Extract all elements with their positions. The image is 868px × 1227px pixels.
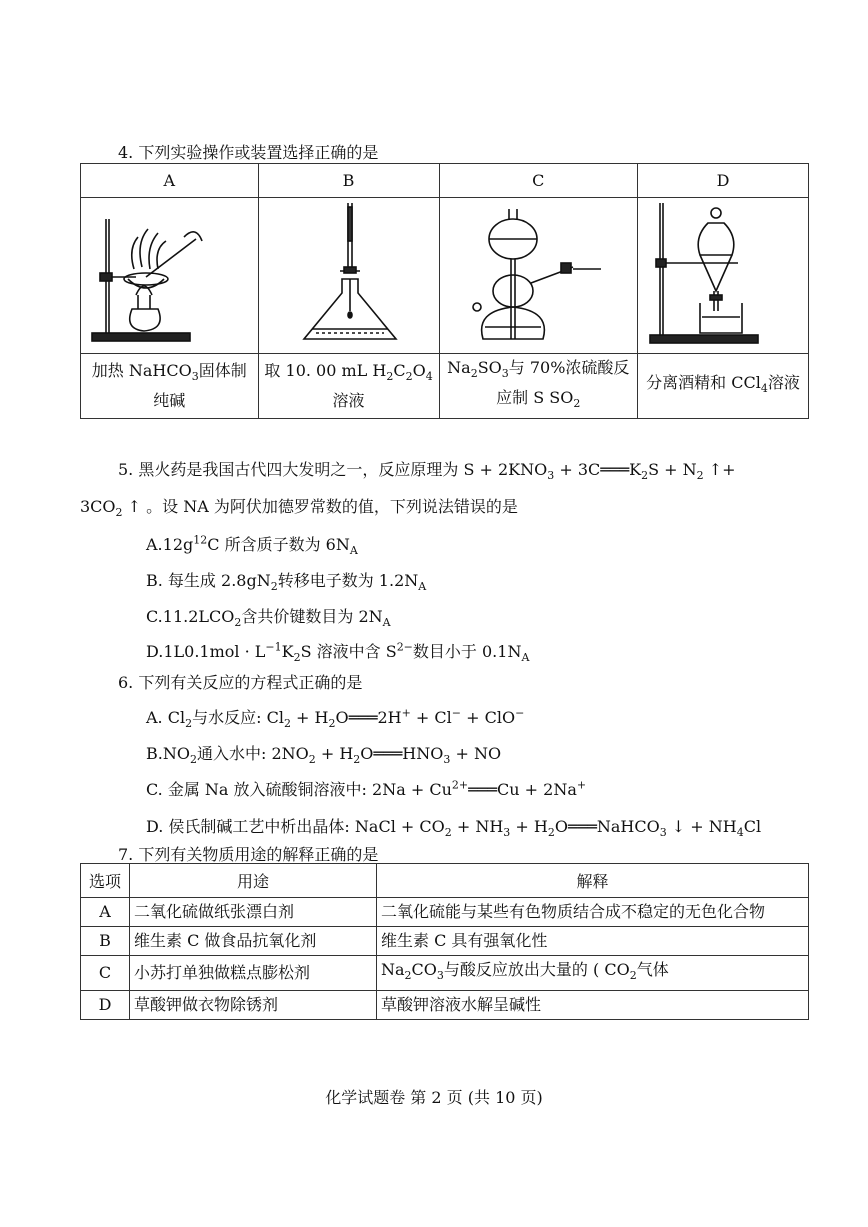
q7-use-cell: 二氧化硫做纸张漂白剂	[130, 898, 377, 927]
table-row	[81, 898, 809, 927]
q4-header-c: C	[439, 164, 637, 198]
q4-stem: 4. 下列实验操作或装置选择正确的是	[118, 143, 379, 162]
q7-use-cell: 维生素 C 做食品抗氧化剂	[130, 927, 377, 956]
q7-explanation-cell: 草酸钾溶液水解呈碱性	[377, 991, 809, 1020]
q7-option-label: C	[81, 956, 130, 991]
kipp-apparatus-figure	[453, 199, 623, 349]
flask-pipette-figure	[264, 199, 434, 349]
table-row	[81, 956, 809, 991]
q6-stem: 6. 下列有关反应的方程式正确的是	[118, 673, 363, 692]
q4-header-a: A	[81, 164, 259, 198]
q7-header-explanation: 解释	[377, 864, 809, 898]
q6-option-b: $B.NO_2$通入水中: $2NO_2$ + $H_2O═══HNO_3$ + NO	[146, 744, 502, 767]
q4-table	[80, 163, 809, 419]
q7-header-option: 选项	[81, 864, 130, 898]
q6-option-a: A. $Cl_2$与水反应: $Cl_2$ + $H_2O═══2H^+ + Cl^- + ClO^-$	[146, 706, 525, 731]
q4-figure-c-cell	[439, 198, 637, 354]
q4-caption-c: $Na_2SO_3$与 70%浓硫酸反应制 S $SO_2$	[439, 354, 637, 419]
q5-option-a: $A.12g^{12}C$ 所含质子数为 $6N_A$	[146, 533, 358, 558]
q5-option-d: $D.1L0.1mol \cdot L^{-1}K_2S$ 溶液中含 $S^{2-}$数目小于 $0.1N_A$	[146, 640, 530, 665]
q4-caption-b: 取 10. 00 mL $H_2C_2O_4$溶液	[258, 354, 439, 419]
separatory-funnel-figure	[638, 199, 808, 349]
q5-option-b: B. 每生成 $2.8gN_2$转移电子数为 $1.2N_A$	[146, 571, 427, 594]
q7-option-label: A	[81, 898, 130, 927]
q7-explanation-cell: 维生素 C 具有强氧化性	[377, 927, 809, 956]
q7-use-cell: 草酸钾做衣物除锈剂	[130, 991, 377, 1020]
q7-stem: 7. 下列有关物质用途的解释正确的是	[118, 845, 379, 864]
table-row	[81, 991, 809, 1020]
q4-figure-d-cell	[637, 198, 808, 354]
q7-explanation-cell: 二氧化硫能与某些有色物质结合成不稳定的无色化合物	[377, 898, 809, 927]
q6-option-c: C. 金属 Na 放入硫酸铜溶液中: $2Na + Cu^{2+}═══Cu + 2Na^+$	[146, 778, 587, 799]
q7-use-cell: 小苏打单独做糕点膨松剂	[130, 956, 377, 991]
q4-figure-a-cell	[81, 198, 259, 354]
q7-option-label: B	[81, 927, 130, 956]
q7-header-use: 用途	[130, 864, 377, 898]
q5-option-c: $C.11.2LCO_2$含共价键数目为 $2N_A$	[146, 607, 391, 630]
q4-figure-b-cell	[258, 198, 439, 354]
q5-line2: $3CO_2$ ↑ 。设 NA 为阿伏加德罗常数的值，下列说法错误的是	[80, 497, 518, 520]
table-row	[81, 927, 809, 956]
q5-line1: 5. 黑火药是我国古代四大发明之一，反应原理为 $S + 2KNO_3$ + $3C═══K_2S + N_2$ ↑+	[118, 460, 736, 483]
q4-caption-d: 分离酒精和 CCl$_4$溶液	[637, 354, 808, 419]
q4-header-d: D	[637, 164, 808, 198]
q7-option-label: D	[81, 991, 130, 1020]
page-footer: 化学试题卷 第 2 页 (共 10 页)	[325, 1088, 543, 1107]
heating-apparatus-figure	[84, 199, 254, 349]
q7-explanation-cell: $Na_2CO_3$与酸反应放出大量的 ( $CO_2$气体	[377, 956, 809, 991]
q4-header-b: B	[258, 164, 439, 198]
q6-option-d: D. 侯氏制碱工艺中析出晶体: NaCl + $CO_2 + NH_3$ + $H_2O═══NaHCO_3$ ↓ + $NH_4Cl$	[146, 817, 762, 840]
q7-table	[80, 863, 809, 1020]
q4-caption-a: 加热 NaHCO$_3$固体制纯碱	[81, 354, 259, 419]
